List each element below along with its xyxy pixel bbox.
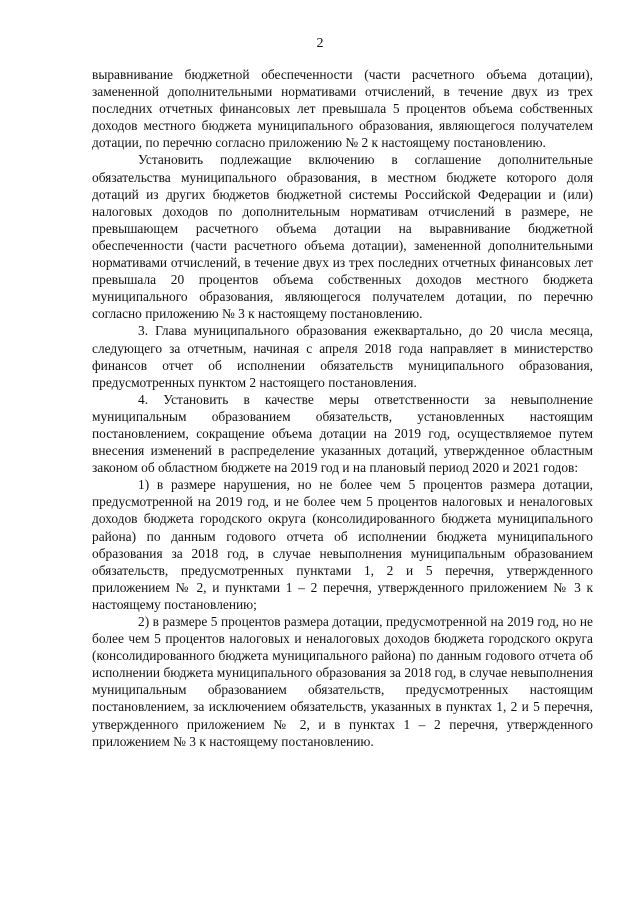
page-number: 2 bbox=[316, 36, 324, 51]
document-body bbox=[92, 66, 593, 750]
paragraph-continuation: выравнивание бюджетной обеспеченности (части расчетного объема дотации), замененной дополнительными нормативами отчислений, в течение двух из трех последних отчетных финансовых лет превышала 5 процентов объема собственных доходов местного бюджета муниципального образования, являющегося получателем дотации, по перечню согласно приложению № 2 к настоящему постановлению. bbox=[92, 67, 593, 151]
paragraph-item-4: 4. Установить в качестве меры ответственности за невыполнение муниципальным образованием обязательств, установленных настоящим постановлением, сокращение объема дотации на 2019 год, осуществляемое путем внесения изменений в распределение указанных дотаций, утвержденное областным законом об областном бюджете на 2019 год и на плановый период 2020 и 2021 годов: bbox=[92, 391, 593, 476]
paragraph-item-3: 3. Глава муниципального образования ежеквартально, до 20 числа месяца, следующего за отчетным, начиная с апреля 2018 года направляет в министерство финансов отчет об исполнении обязательств муниципального образования, предусмотренных пунктом 2 настоящего постановления. bbox=[92, 323, 593, 390]
paragraph-subitem-2: 2) в размере 5 процентов размера дотации, предусмотренной на 2019 год, но не более чем 5 процентов налоговых и неналоговых доходов бюджета городского округа (консолидированного бюджета муниципального района) по данным годового отчета об исполнении бюджета муниципального образования за 2018 год, в случае невыполнения муниципальным образованием обязательств, предусмотренных настоящим постановлением, за исключением обязательств, указанных в пунктах 1, 2 и 5 перечня, утвержденного приложением № 2, и в пунктах 1 – 2 перечня, утвержденного приложением № 3 к настоящему постановлению. bbox=[92, 614, 593, 749]
paragraph-obligations: Установить подлежащие включению в соглашение дополнительные обязательства муниципального образования, в местном бюджете которого доля дотаций из других бюджетов бюджетной системы Российской Федерации и (или) налоговых доходов по дополнительным нормативам отчислений в размере, не превышающем расчетного объема дотации на выравнивание бюджетной обеспеченности (части расчетного объема дотации), замененной дополнительными нормативами отчислений, в течение двух из трех последних отчетных финансовых лет превышала 20 процентов объема собственных доходов местного бюджета муниципального образования, являющегося получателем дотации, по перечню согласно приложению № 3 к настоящему постановлению. bbox=[92, 152, 593, 322]
paragraph-subitem-1: 1) в размере нарушения, но не более чем 5 процентов размера дотации, предусмотренной на 2019 год, и не более чем 5 процентов налоговых и неналоговых доходов бюджета городского округа (консолидированного бюджета муниципального района) по данным годового отчета об исполнении бюджета муниципального образования за 2018 год, в случае невыполнения муниципальным образованием обязательств, предусмотренных пунктами 1, 2 и 5 перечня, утвержденного приложением № 2, и пунктами 1 – 2 перечня, утвержденного приложением № 3 к настоящему постановлению; bbox=[92, 477, 593, 612]
